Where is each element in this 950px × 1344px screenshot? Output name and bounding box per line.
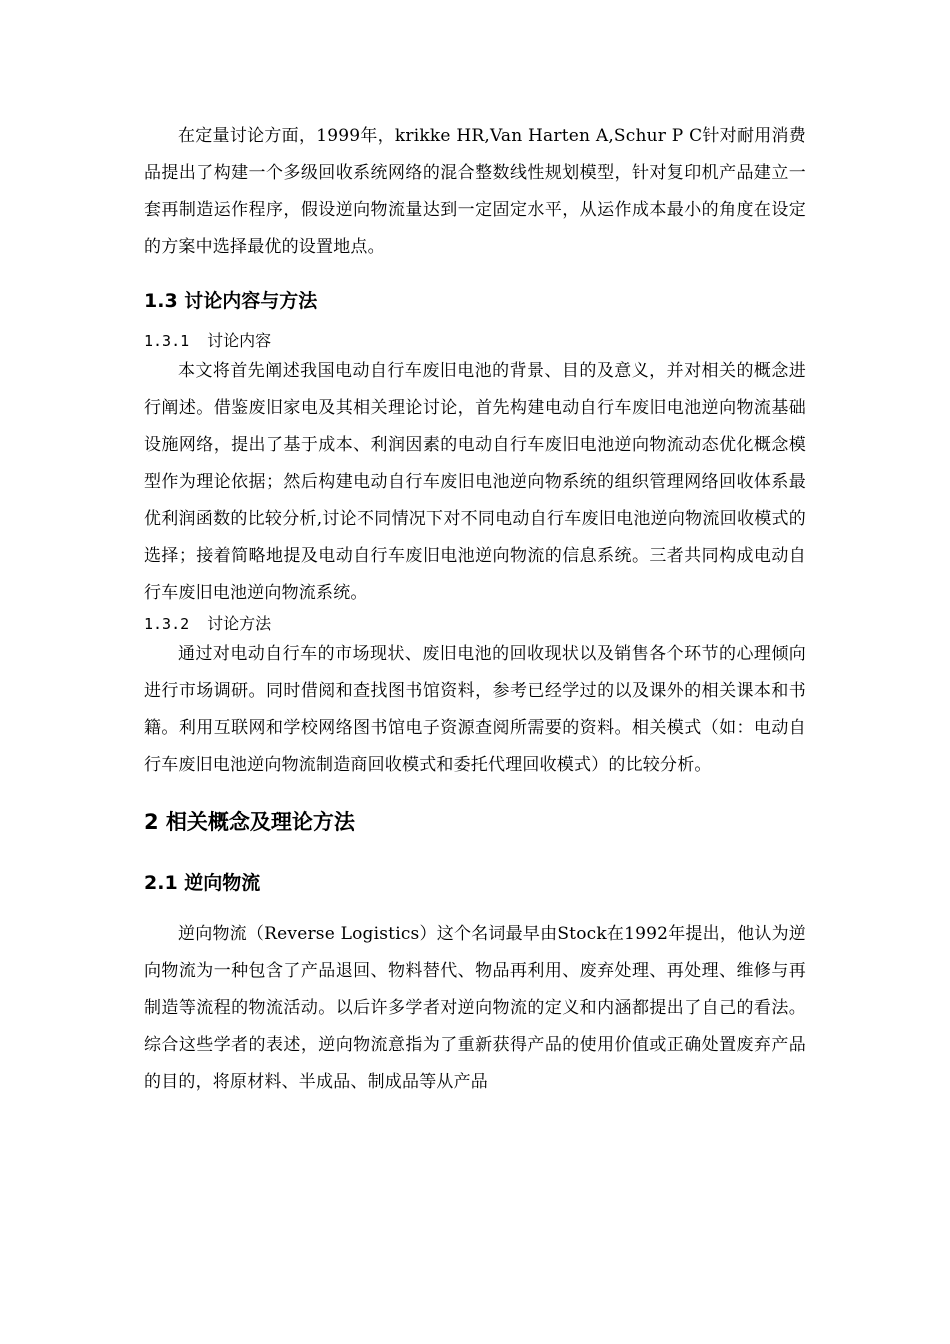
body-paragraph-content: 本文将首先阐述我国电动自行车废旧电池的背景、目的及意义，并对相关的概念进行阐述。借鉴废旧家电及其相关理论讨论，首先构建电动自行车废旧电池逆向物流基础设施网络，提出了基于成本、利润因素的电动自行车废旧电池逆向物流动态优化概念模型作为理论依据；然后构建电动自行车废旧电池逆向物系统的组织管理网络回收体系最优利润函数的比较分析,讨论不同情况下对不同电动自行车废旧电池逆向物流回收模式的选择；接着简略地提及电动自行车废旧电池逆向物流的信息系统。三者共同构成电动自行车废旧电池逆向物流系统。 [144,361,806,603]
section-heading-1-3: 1.3 讨论内容与方法 [144,290,318,312]
chapter-heading-2: 2 相关概念及理论方法 [144,810,355,834]
page-content [144,118,806,1101]
subsection-heading-1-3-1 [144,329,806,353]
subsection-title: 讨论内容 [207,331,272,350]
section-heading-2-1: 2.1 逆向物流 [144,872,261,894]
subsection-number: 1.3.1 [144,332,190,350]
body-paragraph-method: 通过对电动自行车的市场现状、废旧电池的回收现状以及销售各个环节的心理倾向进行市场调研。同时借阅和查找图书馆资料，参考已经学过的以及课外的相关课本和书籍。利用互联网和学校网络图书馆电子资源查阅所需要的资料。相关模式（如：电动自行车废旧电池逆向物流制造商回收模式和委托代理回收模式）的比较分析。 [144,644,806,775]
subsection-number: 1.3.2 [144,615,190,633]
body-paragraph-quantitative: 在定量讨论方面，1999年，krikke HR,Van Harten A,Schur P C针对耐用消费品提出了构建一个多级回收系统网络的混合整数线性规划模型，针对复印机产品建立一套再制造运作程序，假设逆向物流量达到一定固定水平，从运作成本最小的角度在设定的方案中选择最优的设置地点。 [144,126,806,257]
body-paragraph-reverse-logistics: 逆向物流（Reverse Logistics）这个名词最早由Stock在1992年提出，他认为逆向物流为一种包含了产品退回、物料替代、物品再利用、废弃处理、再处理、维修与再制造等流程的物流活动。以后许多学者对逆向物流的定义和内涵都提出了自己的看法。综合这些学者的表述，逆向物流意指为了重新获得产品的使用价值或正确处置废弃产品的目的，将原材料、半成品、制成品等从产品 [144,924,806,1092]
subsection-title: 讨论方法 [207,614,272,633]
subsection-heading-1-3-2 [144,612,806,636]
